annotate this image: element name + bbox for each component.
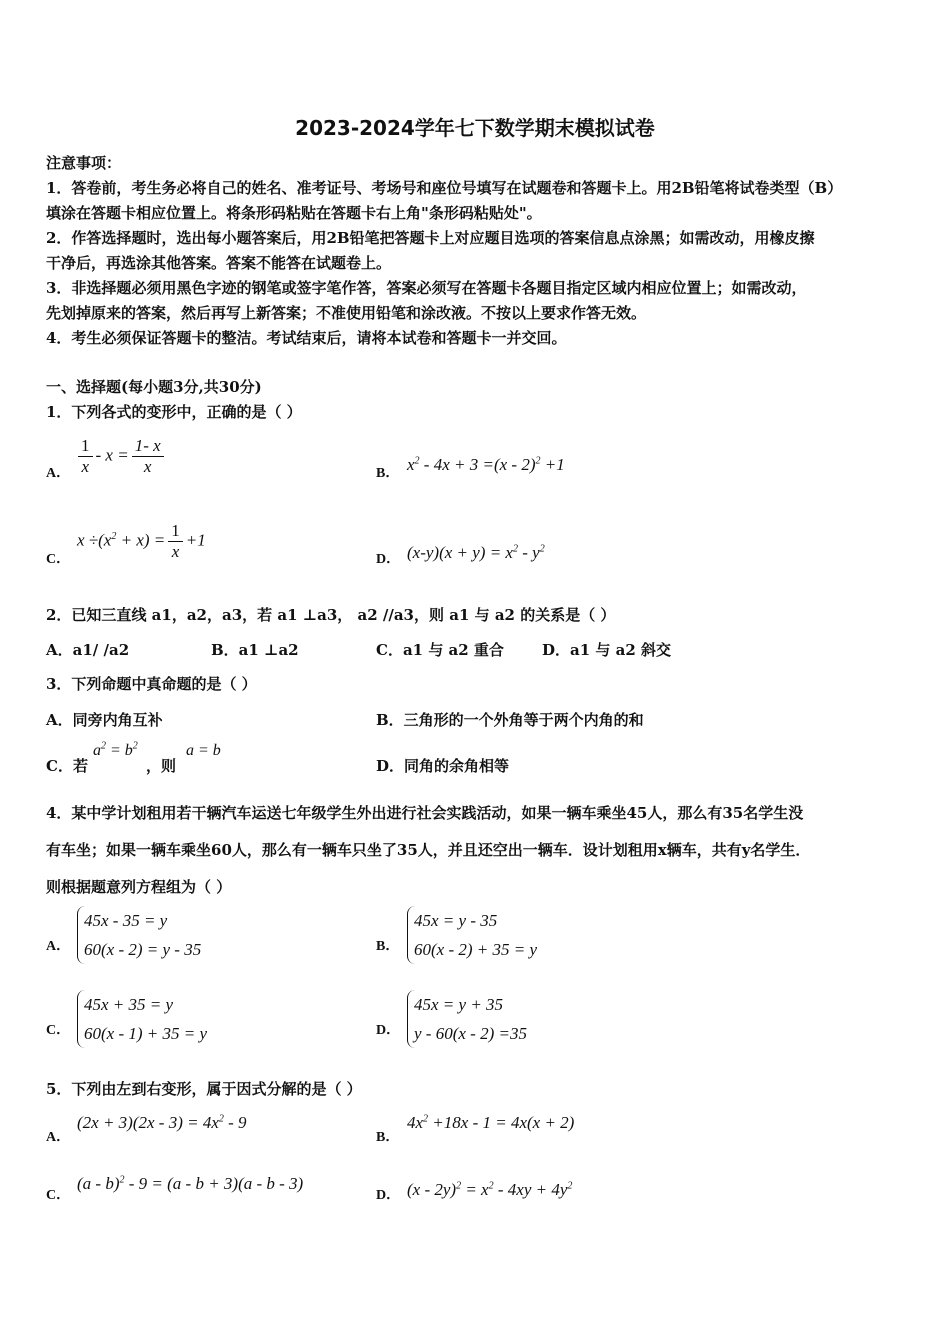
q4-option-c-label: C．	[46, 1023, 71, 1038]
q1-option-a-formula: $\frac{1}{x}$ - x = $\frac{1- x}{x}$	[75, 436, 167, 477]
q1-option-c-label: C．	[46, 552, 71, 567]
q4-option-b-system: 45x = y - 35 60(x - 2) + 35 = y	[407, 906, 537, 964]
page-title: 2023-2024学年七下数学期末模拟试卷	[295, 116, 655, 140]
q1-option-c-formula: $x \div(x^2 + x)$ = $\frac{1}{x}$ +1	[77, 521, 206, 561]
q3-option-a: A．同旁内角互补	[46, 711, 163, 729]
q1-option-d-formula: $(x-y)(x + y) = x^2 - y^2$	[407, 543, 545, 562]
question-2-stem: 2．已知三直线 a1，a2，a3，若 a1 ⊥a3， a2 //a3，则 a1 与 a2 的关系是（ ）	[46, 606, 616, 624]
q1-option-b-label: B．	[376, 466, 400, 481]
q5-option-d-label: D．	[376, 1188, 401, 1203]
q4-option-a-system: 45x - 35 = y 60(x - 2) = y - 35	[77, 906, 201, 964]
question-4-line: 4．某中学计划租用若干辆汽车运送七年级学生外出进行社会实践活动，如果一辆车乘坐45人，那么有35名学生没	[46, 804, 804, 822]
notice-line: 填涂在答题卡相应位置上。将条形码粘贴在答题卡右上角"条形码粘贴处"。	[46, 204, 542, 222]
question-3-stem: 3．下列命题中真命题的是（ ）	[46, 675, 257, 693]
q4-option-a-label: A．	[46, 939, 71, 954]
q2-option-d: D．a1 与 a2 斜交	[542, 641, 671, 659]
q5-option-c-label: C．	[46, 1188, 71, 1203]
notice-line: 1．答卷前，考生务必将自己的姓名、准考证号、考场号和座位号填写在试题卷和答题卡上。用2B铅笔将试卷类型（B）	[46, 179, 843, 197]
section-heading: 一、选择题(每小题3分,共30分)	[46, 378, 262, 396]
q5-option-c-formula: (a - b)$^2$ - 9 = (a - b + 3)(a - b - 3)	[77, 1174, 304, 1193]
q1-option-a-label: A．	[46, 466, 71, 481]
q3-option-c-mid: ，则	[146, 757, 177, 775]
notice-line: 先划掉原来的答案，然后再写上新答案；不准使用铅笔和涂改液。不按以上要求作答无效。	[46, 304, 647, 322]
notice-heading: 注意事项：	[46, 154, 122, 172]
notice-line: 2．作答选择题时，选出每小题答案后，用2B铅笔把答题卡上对应题目选项的答案信息点涂黑；如需改动，用橡皮擦	[46, 229, 815, 247]
q3-option-d: D．同角的余角相等	[376, 757, 510, 775]
q3-option-c-formula-2: a = b	[186, 742, 221, 759]
q3-option-c-formula-1: $a^2 = b^2$	[93, 740, 138, 759]
q2-option-c: C．a1 与 a2 重合	[376, 641, 504, 659]
q2-option-a: A．a1/ /a2	[46, 641, 130, 659]
q4-option-d-label: D．	[376, 1023, 401, 1038]
question-4-line: 则根据题意列方程组为（ ）	[46, 878, 232, 896]
q1-option-d-label: D．	[376, 552, 401, 567]
q4-option-d-system: 45x = y + 35 y - 60(x - 2) =35	[407, 990, 527, 1048]
q5-option-a-label: A．	[46, 1130, 71, 1145]
q5-option-b-formula: $4x^2 +18x - 1 = 4x(x + 2)$	[407, 1113, 575, 1132]
q2-option-b: B．a1 ⊥a2	[211, 641, 299, 659]
q4-option-c-system: 45x + 35 = y 60(x - 1) + 35 = y	[77, 990, 207, 1048]
question-1-stem: 1．下列各式的变形中，正确的是（ ）	[46, 403, 302, 421]
question-4-line: 有车坐；如果一辆车乘坐60人，那么有一辆车只坐了35人，并且还空出一辆车．设计划租用x辆车，共有y名学生．	[46, 841, 811, 859]
q5-option-b-label: B．	[376, 1130, 400, 1145]
notice-line: 3．非选择题必须用黑色字迹的钢笔或签字笔作答，答案必须写在答题卡各题目指定区域内相应位置上；如需改动，	[46, 279, 807, 297]
q5-option-a-formula: $(2x + 3)(2x - 3) = 4x^2 - 9$	[77, 1113, 247, 1132]
q4-option-b-label: B．	[376, 939, 400, 954]
q3-option-b: B．三角形的一个外角等于两个内角的和	[376, 711, 644, 729]
q1-option-b-formula: $x^2 - 4x + 3 =(x - 2)^2 +1$	[407, 455, 565, 474]
q3-option-c-prefix: C．若	[46, 757, 88, 775]
q5-option-d-formula: $(x - 2y)^2 = x^2 - 4xy + 4y^2$	[407, 1180, 573, 1199]
notice-line: 4．考生必须保证答题卡的整洁。考试结束后，请将本试卷和答题卡一并交回。	[46, 329, 567, 347]
question-5-stem: 5．下列由左到右变形，属于因式分解的是（ ）	[46, 1080, 362, 1098]
notice-line: 干净后，再选涂其他答案。答案不能答在试题卷上。	[46, 254, 392, 272]
